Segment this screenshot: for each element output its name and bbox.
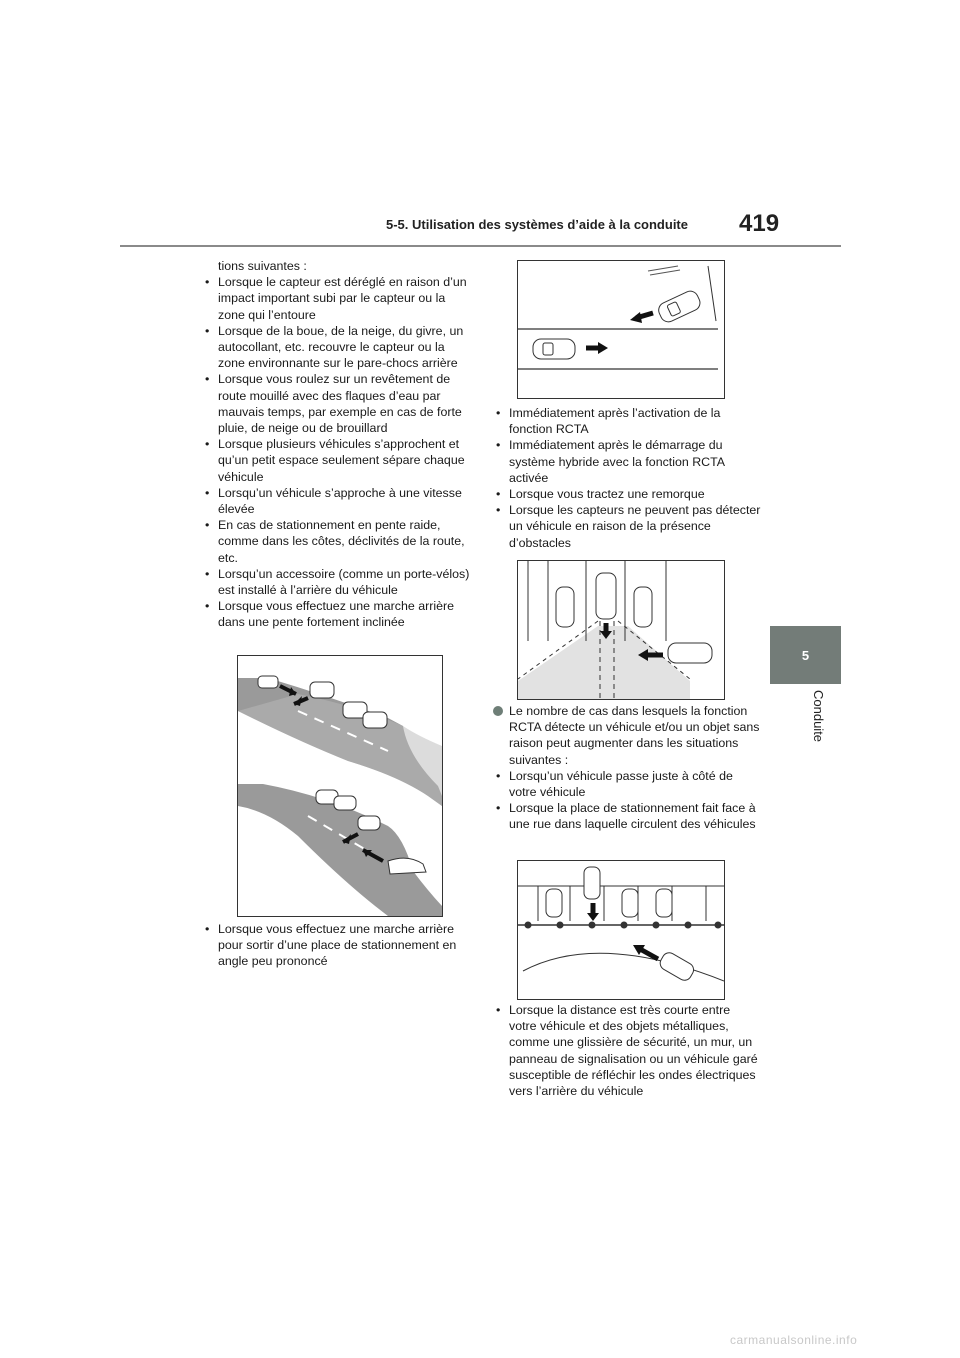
- list-item: • Immédiatement après le démarrage du système hybride avec la fonction RCTA activée: [491, 437, 761, 486]
- slope-parking-illustration: [237, 655, 443, 917]
- header-rule: [120, 245, 841, 247]
- chapter-label: Conduite: [811, 690, 826, 743]
- list-item: • Immédiatement après l’activation de la fonction RCTA: [491, 405, 761, 437]
- list-item: • Lorsque vous tractez une remorque: [491, 486, 761, 502]
- list-item: • Lorsque la distance est très courte entre votre véhicule et des objets métalliques, comme une glissière de sécurité, un mur, un panneau de signalisation ou un véhicule garé susceptible de réfléchir les ondes électriques vers l’arrière du véhicule: [491, 1002, 761, 1099]
- list-item: • Lorsqu’un véhicule passe juste à côté de votre véhicule: [491, 768, 761, 800]
- angled-parking-illustration: [517, 260, 725, 399]
- right-column-text-2: [491, 703, 761, 833]
- street-facing-parking-illustration: [517, 860, 725, 1000]
- left-column-text-lower: [200, 921, 470, 970]
- list-item: • Lorsque la place de stationnement fait face à une rue dans laquelle circulent des véhicules: [491, 800, 761, 832]
- list-item: • Lorsqu’un véhicule s’approche à une vitesse élevée: [200, 485, 470, 517]
- circle-list-item: Le nombre de cas dans lesquels la fonction RCTA détecte un véhicule et/ou un objet sans raison peut augmenter dans les situations suivantes :: [491, 703, 761, 768]
- watermark: carmanualsonline.info: [730, 1333, 858, 1347]
- list-item: • En cas de stationnement en pente raide, comme dans les côtes, déclivités de la route, etc.: [200, 517, 470, 566]
- list-item: • Lorsque vous effectuez une marche arrière pour sortir d’une place de stationnement en angle peu prononcé: [200, 921, 470, 970]
- chapter-tab[interactable]: [770, 626, 841, 684]
- list-item: • Lorsque vous roulez sur un revêtement de route mouillé avec des flaques d’eau par mauvais temps, par exemple en cas de forte pluie, de neige ou de brouillard: [200, 371, 470, 436]
- list-item: • Lorsqu’un accessoire (comme un porte-vélos) est installé à l’arrière du véhicule: [200, 566, 470, 598]
- obstacles-illustration: [517, 560, 725, 700]
- list-item: • Lorsque plusieurs véhicules s’approchent et qu’un petit espace seulement sépare chaque véhicule: [200, 436, 470, 485]
- right-column-text: [491, 405, 761, 551]
- list-item: • Lorsque vous effectuez une marche arrière dans une pente fortement inclinée: [200, 598, 470, 630]
- page-number: 419: [739, 210, 780, 237]
- list-item: • Lorsque les capteurs ne peuvent pas détecter un véhicule en raison de la présence d’obstacles: [491, 502, 761, 551]
- list-item: • Lorsque de la boue, de la neige, du givre, un autocollant, etc. recouvre le capteur ou la zone environnante sur le pare-chocs arrière: [200, 323, 470, 372]
- right-column-text-3: [491, 1002, 761, 1099]
- list-item: • Lorsque le capteur est déréglé en raison d’un impact important subi par le capteur ou la zone qui l’entoure: [200, 274, 470, 323]
- left-column-text: [200, 258, 470, 631]
- section-title: 5-5. Utilisation des systèmes d’aide à la conduite: [386, 217, 688, 232]
- chapter-number: 5: [801, 647, 810, 663]
- intro-text: tions suivantes :: [218, 259, 307, 273]
